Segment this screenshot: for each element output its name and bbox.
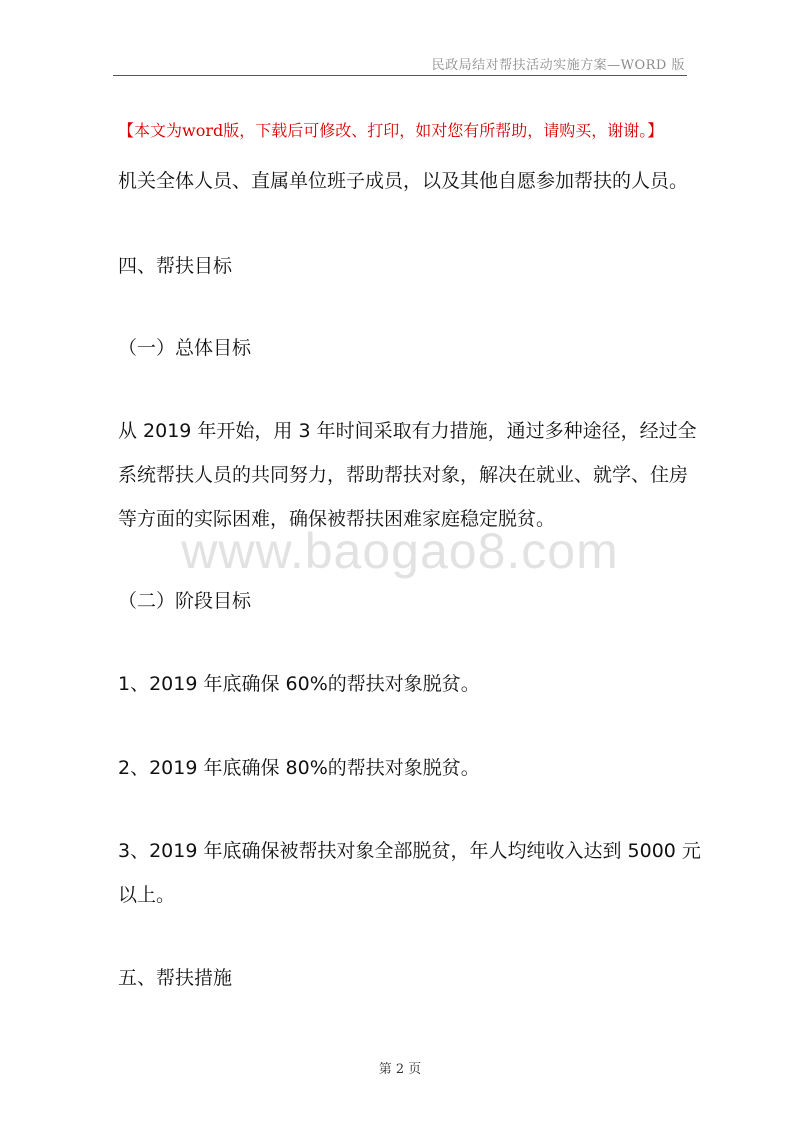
section-heading-measures: 五、帮扶措施 xyxy=(118,967,233,989)
subheading-overall-goal: （一）总体目标 xyxy=(118,337,252,359)
download-notice: 【本文为word版，下载后可修改、打印，如对您有所帮助，请购买，谢谢。】 xyxy=(118,121,664,140)
paragraph-participants: 机关全体人员、直属单位班子成员，以及其他自愿参加帮扶的人员。 xyxy=(118,170,689,192)
header-divider xyxy=(113,75,687,76)
overall-goal-line-3: 等方面的实际困难，确保被帮扶困难家庭稳定脱贫。 xyxy=(118,508,556,530)
stage-goal-3-line-1: 3、2019 年底确保被帮扶对象全部脱贫，年人均纯收入达到 5000 元 xyxy=(118,840,701,862)
subheading-stage-goal: （二）阶段目标 xyxy=(118,590,252,612)
page-number: 第 2 页 xyxy=(378,1062,422,1077)
stage-goal-1: 1、2019 年底确保 60%的帮扶对象脱贫。 xyxy=(118,673,480,695)
stage-goal-3-line-2: 以上。 xyxy=(118,884,176,906)
stage-goal-2: 2、2019 年底确保 80%的帮扶对象脱贫。 xyxy=(118,757,480,779)
watermark: www.baogao8.com xyxy=(181,523,619,579)
header-title: 民政局结对帮扶活动实施方案—WORD 版 xyxy=(431,58,685,73)
overall-goal-line-1: 从 2019 年开始，用 3 年时间采取有力措施，通过多种途径，经过全 xyxy=(118,420,697,442)
section-heading-goals: 四、帮扶目标 xyxy=(118,255,233,277)
overall-goal-line-2: 系统帮扶人员的共同努力，帮助帮扶对象，解决在就业、就学、住房 xyxy=(118,464,689,486)
